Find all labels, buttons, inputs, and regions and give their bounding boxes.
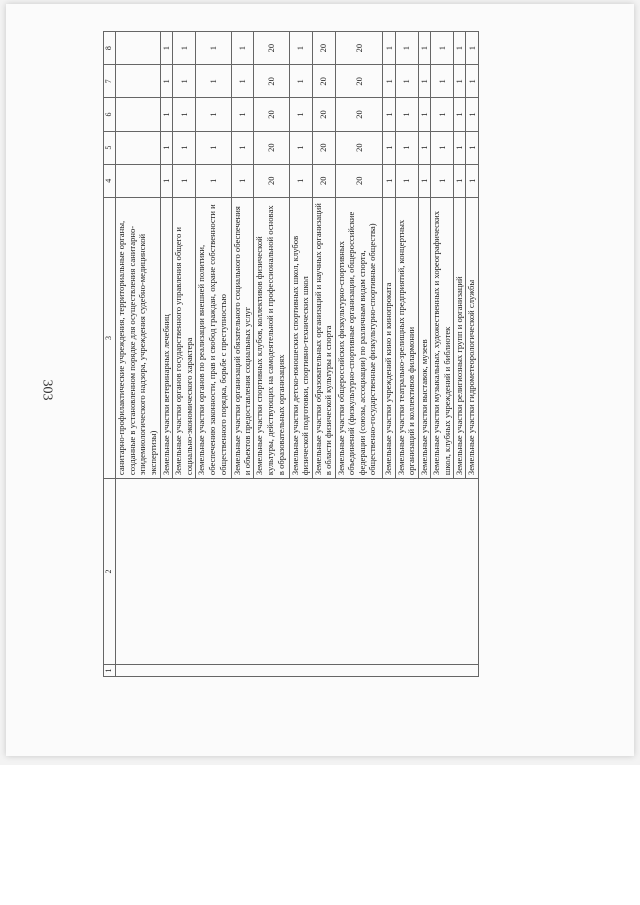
cell-v7: 1 (196, 65, 231, 98)
row-description: Земельные участки театрально-зрелищных предприятий, концертных организаций и коллективов филармонии (395, 197, 418, 478)
blank-area (0, 765, 640, 905)
cell-v5: 1 (466, 131, 479, 164)
cell-v6 (116, 98, 161, 131)
row-description: Земельные участки общероссийских физкультурно-спортивных объединений (физкультурно-спортивные организации, общероссийские федерации (союзы, ассоциации) по различным видам спорта, общественно-государственные физкультурно-спортивные общества) (335, 197, 383, 478)
cell-v8: 1 (431, 32, 454, 65)
cell-v8: 1 (395, 32, 418, 65)
cell-v6: 1 (383, 98, 395, 131)
cell-v7: 1 (466, 65, 479, 98)
row-description: Земельные участки выставок, музеев (418, 197, 430, 478)
cell-v6: 1 (289, 98, 312, 131)
row-description: санитарно-профилактические учреждения, территориальные органы, созданные в установленном порядке для осуществления санитарно-эпидемиологического надзора, учреждения судебно-медицинской экспертизы) (116, 197, 161, 478)
cell-v6: 1 (196, 98, 231, 131)
row-description: Земельные участки ветеринарных лечебниц (160, 197, 172, 478)
column-header-2: 2 (104, 479, 116, 665)
cell-v7: 20 (254, 65, 289, 98)
row-description: Земельные участки органов по реализации внешней политики, обеспечению законности, прав и свобод граждан, охране собственности и общественного порядка, борьбе с преступностью (196, 197, 231, 478)
row-description: Земельные участки музыкальных, художественных и хореографических школ, клубных учреждений и библиотек (431, 197, 454, 478)
cell-v6: 1 (231, 98, 254, 131)
cell-v5: 1 (196, 131, 231, 164)
cell-v4: 1 (160, 164, 172, 197)
cell-v8: 1 (466, 32, 479, 65)
cell-v4: 20 (312, 164, 335, 197)
column-header-5: 5 (104, 131, 116, 164)
cell-v8: 1 (418, 32, 430, 65)
row-description: Земельные участки органов государственного управления общего и социально-экономического характера (173, 197, 196, 478)
cell-v6: 1 (173, 98, 196, 131)
cell-v4: 1 (383, 164, 395, 197)
cell-v5: 1 (418, 131, 430, 164)
row-description: Земельные участки образовательных организаций и научных организаций в области физической культуры и спорта (312, 197, 335, 478)
cell-v5: 1 (395, 131, 418, 164)
cell-v4: 1 (418, 164, 430, 197)
cell-v8: 1 (173, 32, 196, 65)
cell-v8: 20 (254, 32, 289, 65)
rotated-table-wrapper (103, 31, 479, 677)
cell-v5: 1 (231, 131, 254, 164)
row-description: Земельные участки организаций обязательного социального обеспечения и объектов предоставления социальных услуг (231, 197, 254, 478)
row-description: Земельные участки спортивных клубов, коллективов физической культуры, действующих на самодеятельной и профессиональной основах в образовательных организациях (254, 197, 289, 478)
cell-v6: 1 (431, 98, 454, 131)
column-header-6: 6 (104, 98, 116, 131)
land-plots-table (103, 31, 479, 677)
cell-v7: 1 (231, 65, 254, 98)
cell-v4 (116, 164, 161, 197)
cell-v4: 20 (254, 164, 289, 197)
cell-v4: 20 (335, 164, 383, 197)
cell-v6: 1 (160, 98, 172, 131)
row-description: Земельные участки учреждений кино и кинопроката (383, 197, 395, 478)
cell-v8: 1 (289, 32, 312, 65)
cell-v8: 1 (196, 32, 231, 65)
cell-v5: 1 (383, 131, 395, 164)
cell-v6: 1 (466, 98, 479, 131)
cell-v7: 1 (289, 65, 312, 98)
cell-v4: 1 (173, 164, 196, 197)
cell-v6: 20 (312, 98, 335, 131)
cell-v7: 1 (160, 65, 172, 98)
cell-v7 (116, 65, 161, 98)
cell-v6: 1 (395, 98, 418, 131)
cell-v4: 1 (466, 164, 479, 197)
cell-v7: 1 (173, 65, 196, 98)
row-description: Земельные участки детско-юношеских спортивных школ, клубов физической подготовки, спортивно-технических школ (289, 197, 312, 478)
cell-v7: 20 (312, 65, 335, 98)
cell-v4: 1 (454, 164, 466, 197)
cell-v8: 20 (335, 32, 383, 65)
page-number: 303 (39, 379, 55, 401)
cell-v5: 1 (289, 131, 312, 164)
table-header-row (104, 32, 116, 677)
cell-v6: 20 (335, 98, 383, 131)
cell-col-1 (116, 664, 479, 676)
cell-v6: 1 (418, 98, 430, 131)
cell-v5: 1 (173, 131, 196, 164)
cell-v4: 1 (395, 164, 418, 197)
column-header-8: 8 (104, 32, 116, 65)
cell-v7: 1 (454, 65, 466, 98)
cell-v5: 20 (312, 131, 335, 164)
cell-v5: 20 (335, 131, 383, 164)
cell-v8: 1 (383, 32, 395, 65)
cell-v4: 1 (196, 164, 231, 197)
cell-col-2 (116, 479, 479, 665)
cell-v7: 20 (335, 65, 383, 98)
cell-v5: 1 (454, 131, 466, 164)
cell-v4: 1 (289, 164, 312, 197)
cell-v5: 1 (431, 131, 454, 164)
cell-v6: 20 (254, 98, 289, 131)
row-description: Земельные участки гидрометеорологической службы (466, 197, 479, 478)
cell-v7: 1 (418, 65, 430, 98)
cell-v7: 1 (383, 65, 395, 98)
table-row (116, 32, 161, 677)
cell-v5: 20 (254, 131, 289, 164)
cell-v7: 1 (431, 65, 454, 98)
cell-v8: 20 (312, 32, 335, 65)
column-header-4: 4 (104, 164, 116, 197)
cell-v5 (116, 131, 161, 164)
cell-v6: 1 (454, 98, 466, 131)
cell-v4: 1 (231, 164, 254, 197)
cell-v7: 1 (395, 65, 418, 98)
cell-v8: 1 (160, 32, 172, 65)
column-header-7: 7 (104, 65, 116, 98)
cell-v8 (116, 32, 161, 65)
column-header-3: 3 (104, 197, 116, 478)
cell-v5: 1 (160, 131, 172, 164)
cell-v4: 1 (431, 164, 454, 197)
row-description: Земельные участки религиозных групп и организаций (454, 197, 466, 478)
cell-v8: 1 (454, 32, 466, 65)
cell-v8: 1 (231, 32, 254, 65)
column-header-1: 1 (104, 664, 116, 676)
